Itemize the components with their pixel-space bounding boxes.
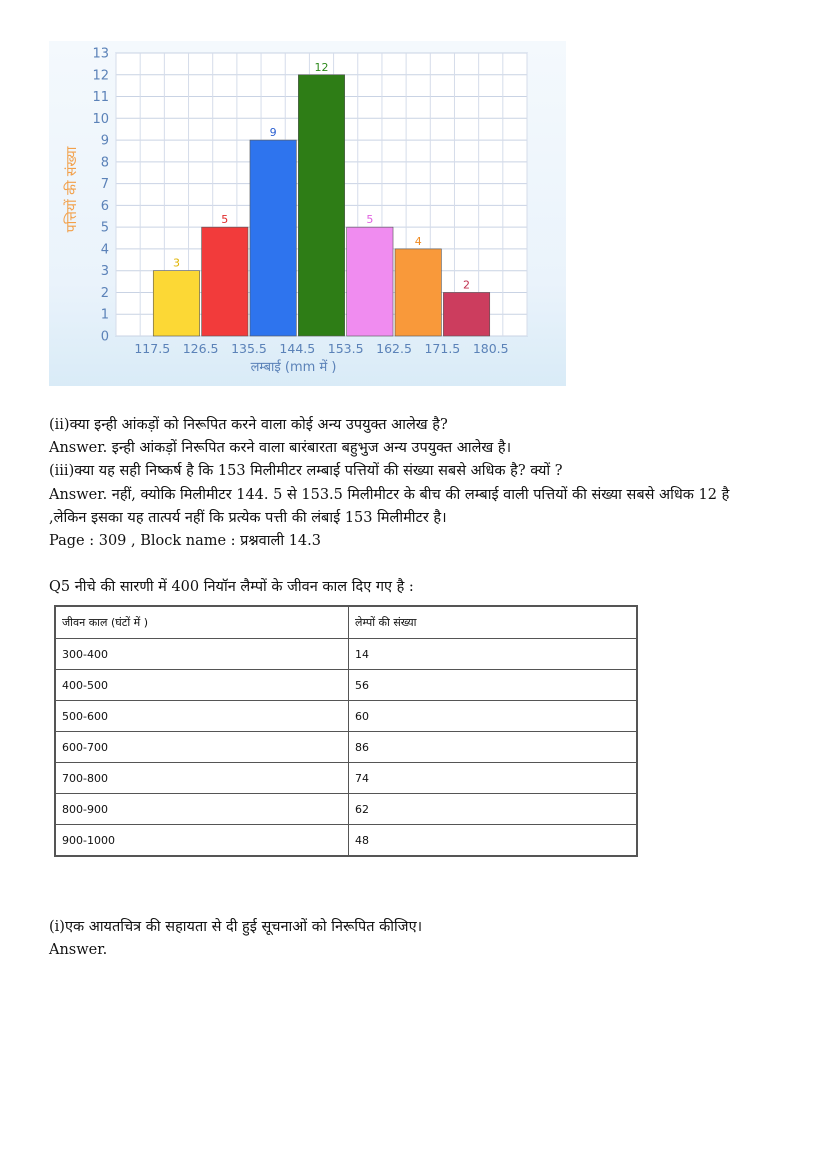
y-tick-label: 12 bbox=[92, 68, 109, 84]
table-cell-count: 86 bbox=[349, 732, 638, 763]
histogram-bar bbox=[202, 227, 248, 336]
answer-ii: Answer. इन्ही आंकड़ों निरूपित करने वाला बारंबारता बहुभुज अन्य उपयुक्त आलेख है। bbox=[49, 440, 512, 456]
y-tick-label: 9 bbox=[100, 133, 109, 149]
table-row bbox=[55, 701, 637, 732]
x-tick-label: 171.5 bbox=[424, 341, 461, 356]
y-tick-label: 0 bbox=[100, 329, 109, 345]
table-row bbox=[55, 794, 637, 825]
table-header-count: लेम्पों की संख्या bbox=[349, 606, 638, 639]
question-5-i: (i)एक आयतचित्र की सहायता से दी हुई सूचनाओं को निरूपित कीजिए। bbox=[49, 919, 423, 935]
y-tick-label: 7 bbox=[100, 177, 109, 193]
table-header-row bbox=[55, 606, 637, 639]
bar-value-label: 9 bbox=[269, 126, 277, 140]
x-tick-label: 117.5 bbox=[134, 341, 171, 356]
table-cell-range: 400-500 bbox=[55, 670, 349, 701]
answer-iii-line-1: Answer. नहीं, क्योकि मिलीमीटर 144. 5 से 153.5 मिलीमीटर के बीच की लम्बाई वाली पत्तियों की संख्या सबसे अधिक 12 है bbox=[49, 487, 730, 503]
y-tick-label: 5 bbox=[100, 220, 109, 236]
x-tick-label: 126.5 bbox=[182, 341, 219, 356]
histogram-bar bbox=[298, 75, 344, 336]
y-tick-label: 3 bbox=[100, 264, 109, 280]
table-cell-count: 48 bbox=[349, 825, 638, 857]
y-tick-label: 1 bbox=[100, 307, 109, 323]
table-row bbox=[55, 763, 637, 794]
table-header-lifetime: जीवन काल (घंटों में ) bbox=[55, 606, 349, 639]
table-cell-count: 14 bbox=[349, 639, 638, 670]
y-tick-label: 6 bbox=[100, 198, 109, 214]
table-cell-range: 600-700 bbox=[55, 732, 349, 763]
table-cell-count: 74 bbox=[349, 763, 638, 794]
table-cell-count: 62 bbox=[349, 794, 638, 825]
y-axis-label: पत्तियों की संख्या bbox=[64, 146, 80, 233]
bar-value-label: 2 bbox=[463, 278, 471, 292]
table-cell-count: 56 bbox=[349, 670, 638, 701]
bar-value-label: 12 bbox=[314, 60, 329, 74]
table-row bbox=[55, 732, 637, 763]
table-cell-range: 800-900 bbox=[55, 794, 349, 825]
x-tick-label: 162.5 bbox=[376, 341, 412, 356]
y-tick-label: 4 bbox=[100, 242, 109, 258]
histogram-bar bbox=[347, 227, 393, 336]
histogram-bar bbox=[250, 140, 296, 336]
y-tick-label: 10 bbox=[92, 111, 109, 127]
y-tick-label: 13 bbox=[92, 46, 109, 62]
table-cell-range: 700-800 bbox=[55, 763, 349, 794]
page-block-info: Page : 309 , Block name : प्रश्नवाली 14.3 bbox=[49, 533, 321, 549]
table-row bbox=[55, 639, 637, 670]
bar-value-label: 5 bbox=[366, 213, 374, 227]
table-cell-range: 900-1000 bbox=[55, 825, 349, 857]
question-iii: (iii)क्या यह सही निष्कर्ष है कि 153 मिलीमीटर लम्बाई पत्तियों की संख्या सबसे अधिक है? क्यों ? bbox=[49, 463, 563, 479]
answer-iii-line-2: ,लेकिन इसका यह तात्पर्य नहीं कि प्रत्येक पत्ती की लंबाई 153 मिलीमीटर है। bbox=[49, 510, 447, 526]
bar-value-label: 5 bbox=[221, 213, 229, 227]
histogram-bar bbox=[395, 249, 441, 336]
bar-value-label: 3 bbox=[172, 256, 180, 270]
y-tick-label: 8 bbox=[100, 155, 109, 171]
x-tick-label: 144.5 bbox=[279, 341, 316, 356]
answer-label: Answer. bbox=[49, 942, 108, 958]
x-tick-label: 135.5 bbox=[231, 341, 267, 356]
question-5: Q5 नीचे की सारणी में 400 नियॉन लैम्पों के जीवन काल दिए गए है : bbox=[49, 579, 414, 595]
y-tick-label: 11 bbox=[92, 90, 109, 106]
histogram-chart bbox=[49, 41, 566, 386]
question-ii: (ii)क्या इन्ही आंकड़ों को निरूपित करने वाला कोई अन्य उपयुक्त आलेख है? bbox=[49, 417, 448, 433]
table-cell-range: 300-400 bbox=[55, 639, 349, 670]
histogram-bar bbox=[443, 292, 489, 336]
table-cell-count: 60 bbox=[349, 701, 638, 732]
table-cell-range: 500-600 bbox=[55, 701, 349, 732]
x-axis-label: लम्बाई (mm में ) bbox=[250, 360, 337, 375]
y-tick-label: 2 bbox=[100, 285, 109, 301]
lamp-lifetime-table bbox=[54, 605, 638, 857]
x-tick-label: 153.5 bbox=[327, 341, 364, 356]
table-row bbox=[55, 670, 637, 701]
bar-value-label: 4 bbox=[414, 234, 422, 248]
x-tick-label: 180.5 bbox=[472, 341, 509, 356]
histogram-bar bbox=[153, 271, 199, 336]
histogram-svg bbox=[49, 41, 566, 386]
table-row bbox=[55, 825, 637, 857]
